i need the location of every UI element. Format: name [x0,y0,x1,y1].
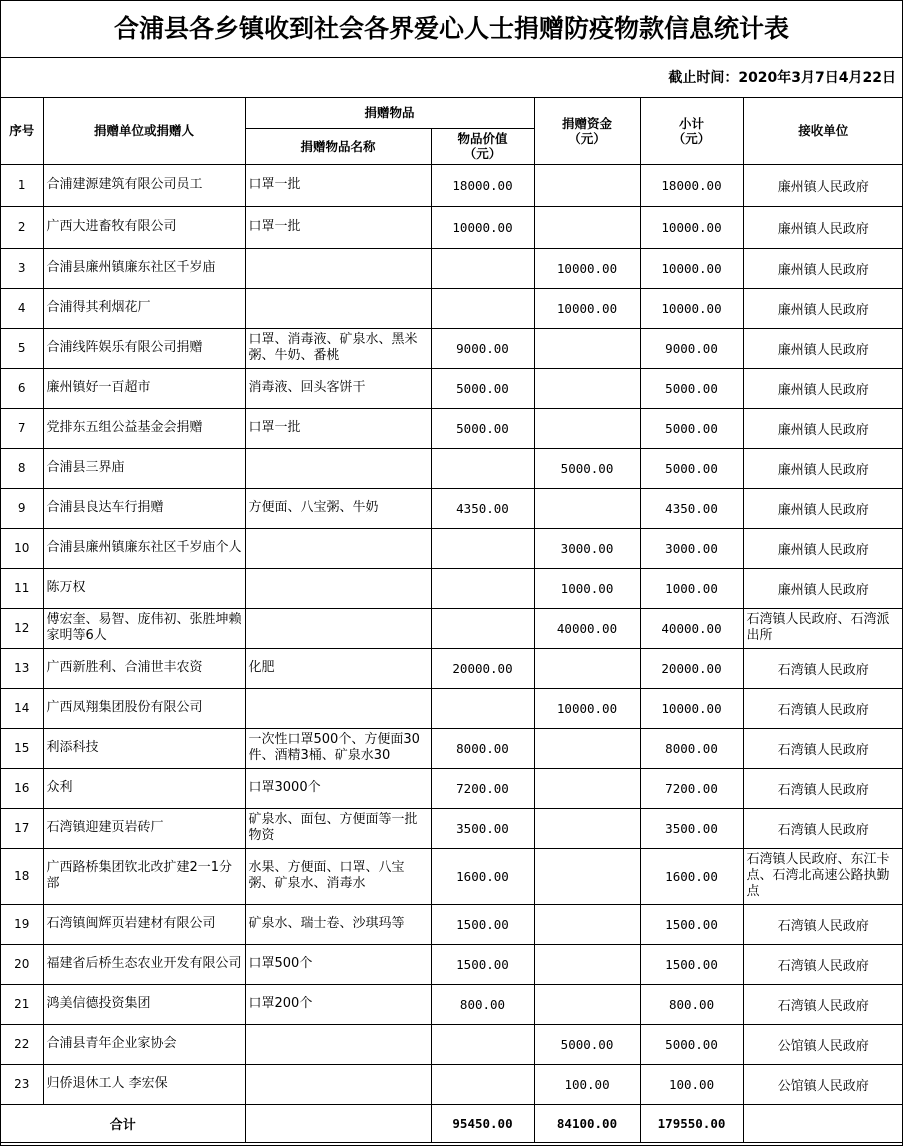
row-receiver: 公馆镇人民政府 [743,1064,903,1104]
row-subtotal: 5000.00 [640,368,743,408]
table-row [1,768,903,808]
row-receiver: 石湾镇人民政府 [743,808,903,848]
row-goods-value [431,1064,534,1104]
row-index: 9 [1,488,43,528]
table-body [1,164,903,1104]
row-donor: 广西新胜利、合浦世丰农资 [43,648,245,688]
row-goods-name: 矿泉水、面包、方便面等一批物资 [245,808,431,848]
row-donor: 福建省后桥生态农业开发有限公司 [43,944,245,984]
row-receiver: 石湾镇人民政府、东江卡点、石湾北高速公路执勤点 [743,848,903,904]
row-donor: 归侨退休工人 李宏保 [43,1064,245,1104]
row-index: 4 [1,288,43,328]
row-funds [534,904,640,944]
row-index: 13 [1,648,43,688]
row-funds [534,368,640,408]
table-row [1,528,903,568]
table-row [1,408,903,448]
row-goods-value [431,528,534,568]
row-goods-value: 8000.00 [431,728,534,768]
row-goods-value: 20000.00 [431,648,534,688]
row-subtotal: 100.00 [640,1064,743,1104]
row-subtotal: 20000.00 [640,648,743,688]
row-receiver: 廉州镇人民政府 [743,408,903,448]
row-goods-name: 消毒液、回头客饼干 [245,368,431,408]
row-goods-value: 7200.00 [431,768,534,808]
row-goods-name [245,1064,431,1104]
table-row [1,488,903,528]
row-subtotal: 40000.00 [640,608,743,648]
row-receiver: 廉州镇人民政府 [743,448,903,488]
table-row [1,206,903,248]
table-row [1,848,903,904]
row-funds: 5000.00 [534,1024,640,1064]
row-subtotal: 10000.00 [640,206,743,248]
row-donor: 石湾镇迎建页岩砖厂 [43,808,245,848]
row-goods-value [431,448,534,488]
row-donor: 合浦得其利烟花厂 [43,288,245,328]
row-funds [534,848,640,904]
row-index: 21 [1,984,43,1024]
row-goods-name: 口罩500个 [245,944,431,984]
row-index: 12 [1,608,43,648]
row-goods-value: 5000.00 [431,408,534,448]
header-funds-text: 捐赠资金 （元） [562,115,613,146]
row-goods-value: 5000.00 [431,368,534,408]
row-goods-value [431,688,534,728]
row-receiver: 廉州镇人民政府 [743,248,903,288]
deadline-note: 截止时间：2020年3月7日4月22日 [1,58,902,98]
row-goods-name: 口罩3000个 [245,768,431,808]
row-receiver: 石湾镇人民政府 [743,648,903,688]
header-goods-value [431,128,534,164]
row-goods-value: 18000.00 [431,164,534,206]
row-donor: 众利 [43,768,245,808]
row-subtotal: 1000.00 [640,568,743,608]
row-goods-name [245,288,431,328]
table-row [1,368,903,408]
row-goods-value [431,568,534,608]
row-goods-value: 1600.00 [431,848,534,904]
row-goods-value: 9000.00 [431,328,534,368]
row-receiver: 廉州镇人民政府 [743,164,903,206]
header-index: 序号 [1,98,43,164]
row-index: 6 [1,368,43,408]
row-funds [534,328,640,368]
row-goods-name [245,1024,431,1064]
row-donor: 合浦建源建筑有限公司员工 [43,164,245,206]
table-row [1,688,903,728]
row-subtotal: 1600.00 [640,848,743,904]
row-donor: 合浦县青年企业家协会 [43,1024,245,1064]
row-subtotal: 5000.00 [640,448,743,488]
row-funds [534,488,640,528]
total-row [1,1104,903,1142]
row-goods-value: 3500.00 [431,808,534,848]
row-index: 10 [1,528,43,568]
row-subtotal: 800.00 [640,984,743,1024]
row-funds [534,808,640,848]
row-index: 18 [1,848,43,904]
row-receiver: 石湾镇人民政府 [743,728,903,768]
row-receiver: 廉州镇人民政府 [743,288,903,328]
row-receiver: 石湾镇人民政府 [743,904,903,944]
row-receiver: 石湾镇人民政府 [743,944,903,984]
header-goods: 捐赠物品 [245,98,534,128]
row-goods-value: 800.00 [431,984,534,1024]
header-donor: 捐赠单位或捐赠人 [43,98,245,164]
row-funds [534,984,640,1024]
row-index: 19 [1,904,43,944]
row-funds [534,206,640,248]
row-funds: 100.00 [534,1064,640,1104]
header-receiver: 接收单位 [743,98,903,164]
row-index: 3 [1,248,43,288]
table-row [1,808,903,848]
page-title: 合浦县各乡镇收到社会各界爱心人士捐赠防疫物款信息统计表 [1,1,902,58]
row-funds [534,728,640,768]
row-index: 16 [1,768,43,808]
row-goods-value: 4350.00 [431,488,534,528]
row-donor: 合浦县三界庙 [43,448,245,488]
row-subtotal: 1500.00 [640,944,743,984]
row-index: 2 [1,206,43,248]
total-subtotal: 179550.00 [640,1104,743,1142]
row-index: 22 [1,1024,43,1064]
row-donor: 合浦线阵娱乐有限公司捐赠 [43,328,245,368]
table-row [1,984,903,1024]
row-funds [534,768,640,808]
row-goods-value [431,608,534,648]
row-donor: 合浦县廉州镇廉东社区千岁庙个人 [43,528,245,568]
row-goods-name [245,528,431,568]
row-donor: 党排东五组公益基金会捐赠 [43,408,245,448]
row-donor: 鸿美信德投资集团 [43,984,245,1024]
row-donor: 陈万权 [43,568,245,608]
row-index: 23 [1,1064,43,1104]
row-goods-name [245,608,431,648]
row-receiver: 石湾镇人民政府 [743,768,903,808]
table-row [1,1024,903,1064]
row-subtotal: 10000.00 [640,248,743,288]
row-goods-name [245,568,431,608]
row-receiver: 廉州镇人民政府 [743,206,903,248]
total-goods-value: 95450.00 [431,1104,534,1142]
table-row [1,608,903,648]
row-funds: 3000.00 [534,528,640,568]
donation-table [1,98,903,1143]
row-goods-name: 口罩一批 [245,164,431,206]
row-subtotal: 4350.00 [640,488,743,528]
row-receiver: 公馆镇人民政府 [743,1024,903,1064]
row-goods-value: 10000.00 [431,206,534,248]
row-index: 11 [1,568,43,608]
row-funds: 5000.00 [534,448,640,488]
table-row [1,448,903,488]
row-goods-value [431,1024,534,1064]
row-subtotal: 5000.00 [640,1024,743,1064]
row-donor: 廉州镇好一百超市 [43,368,245,408]
row-goods-name [245,248,431,288]
row-funds [534,944,640,984]
row-receiver: 廉州镇人民政府 [743,488,903,528]
row-funds: 10000.00 [534,288,640,328]
table-row [1,904,903,944]
total-goods-empty [245,1104,431,1142]
row-goods-name: 口罩一批 [245,408,431,448]
table-row [1,248,903,288]
row-donor: 广西大进畜牧有限公司 [43,206,245,248]
row-donor: 广西凤翔集团股份有限公司 [43,688,245,728]
row-donor: 合浦县廉州镇廉东社区千岁庙 [43,248,245,288]
row-subtotal: 3000.00 [640,528,743,568]
table-row [1,1064,903,1104]
table-row [1,648,903,688]
header-goods-name: 捐赠物品名称 [245,128,431,164]
table-row [1,288,903,328]
row-subtotal: 10000.00 [640,288,743,328]
table-row [1,728,903,768]
row-index: 8 [1,448,43,488]
row-funds: 10000.00 [534,248,640,288]
row-index: 7 [1,408,43,448]
row-subtotal: 10000.00 [640,688,743,728]
row-receiver: 石湾镇人民政府、石湾派出所 [743,608,903,648]
row-funds: 1000.00 [534,568,640,608]
table-row [1,568,903,608]
row-goods-name: 化肥 [245,648,431,688]
row-receiver: 廉州镇人民政府 [743,528,903,568]
row-donor: 合浦县良达车行捐赠 [43,488,245,528]
row-funds: 40000.00 [534,608,640,648]
row-goods-value [431,248,534,288]
row-goods-name: 矿泉水、瑞士卷、沙琪玛等 [245,904,431,944]
row-funds [534,648,640,688]
row-index: 14 [1,688,43,728]
row-donor: 傅宏奎、易智、庞伟初、张胜坤赖家明等6人 [43,608,245,648]
row-donor: 石湾镇闽辉页岩建材有限公司 [43,904,245,944]
row-goods-value: 1500.00 [431,904,534,944]
row-index: 15 [1,728,43,768]
row-receiver: 石湾镇人民政府 [743,688,903,728]
row-funds: 10000.00 [534,688,640,728]
row-subtotal: 5000.00 [640,408,743,448]
table-row [1,944,903,984]
row-index: 5 [1,328,43,368]
row-goods-name: 水果、方便面、口罩、八宝粥、矿泉水、消毒水 [245,848,431,904]
row-subtotal: 9000.00 [640,328,743,368]
row-receiver: 廉州镇人民政府 [743,368,903,408]
row-goods-value: 1500.00 [431,944,534,984]
row-donor: 广西路桥集团钦北改扩建2一1分部 [43,848,245,904]
row-funds [534,408,640,448]
row-index: 17 [1,808,43,848]
total-receiver-empty [743,1104,903,1142]
row-subtotal: 18000.00 [640,164,743,206]
row-receiver: 廉州镇人民政府 [743,568,903,608]
row-subtotal: 1500.00 [640,904,743,944]
row-subtotal: 3500.00 [640,808,743,848]
row-goods-name [245,448,431,488]
header-subtotal [640,98,743,164]
row-index: 1 [1,164,43,206]
row-goods-name: 口罩、消毒液、矿泉水、黑米粥、牛奶、番桃 [245,328,431,368]
row-goods-name: 一次性口罩500个、方便面30件、酒精3桶、矿泉水30 [245,728,431,768]
header-funds [534,98,640,164]
table-row [1,164,903,206]
row-goods-name: 方便面、八宝粥、牛奶 [245,488,431,528]
row-subtotal: 8000.00 [640,728,743,768]
total-label: 合计 [1,1104,245,1142]
header-goods-value-text: 物品价值 （元） [457,131,508,161]
row-receiver: 石湾镇人民政府 [743,984,903,1024]
row-receiver: 廉州镇人民政府 [743,328,903,368]
table-row [1,328,903,368]
row-goods-value [431,288,534,328]
row-goods-name: 口罩一批 [245,206,431,248]
row-funds [534,164,640,206]
header-subtotal-text: 小计 （元） [672,115,711,146]
row-goods-name: 口罩200个 [245,984,431,1024]
total-funds: 84100.00 [534,1104,640,1142]
row-index: 20 [1,944,43,984]
row-donor: 利添科技 [43,728,245,768]
row-subtotal: 7200.00 [640,768,743,808]
row-goods-name [245,688,431,728]
